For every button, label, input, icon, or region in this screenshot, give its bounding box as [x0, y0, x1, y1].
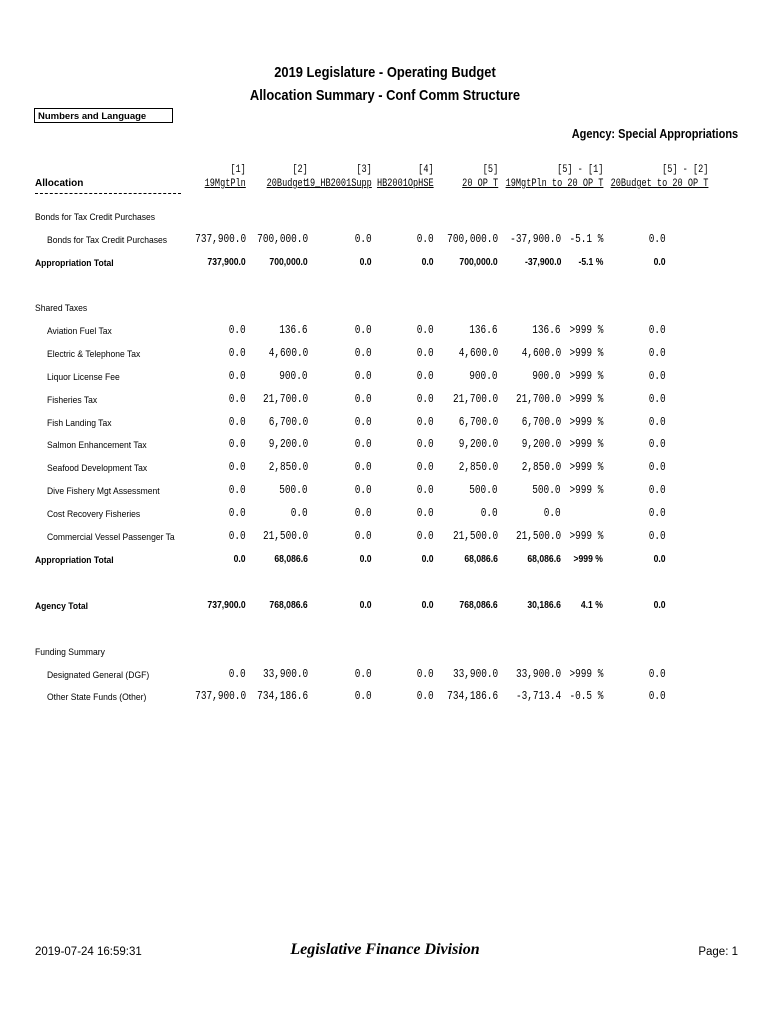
row-label: Seafood Development Tax	[47, 463, 148, 474]
cell-value: 900.0	[279, 370, 308, 383]
cell-value: 0.0	[649, 438, 666, 451]
cell-value: 6,700.0	[268, 416, 308, 429]
cell-value: 0.0	[649, 461, 666, 474]
cell-value: 0.0	[422, 553, 434, 565]
cell-value: 0.0	[360, 599, 372, 611]
cell-value: 0.0	[355, 347, 372, 360]
row-label: Salmon Enhancement Tax	[47, 440, 147, 451]
cell-value: 0.0	[649, 484, 666, 497]
cell-value: 0.0	[649, 507, 666, 520]
cell-value: 0.0	[417, 484, 434, 497]
cell-value: 21,700.0	[452, 393, 498, 406]
cell-value: >999 %	[569, 416, 603, 429]
column-header-index: [2]	[292, 164, 308, 176]
cell-value: 0.0	[481, 507, 498, 520]
cell-value: 21,500.0	[515, 530, 561, 543]
cell-value: 700,000.0	[447, 233, 498, 246]
section-label: Funding Summary	[35, 647, 105, 658]
cell-value: 0.0	[360, 256, 372, 268]
section-label: Shared Taxes	[35, 303, 88, 314]
cell-value: 0.0	[355, 530, 372, 543]
cell-value: 500.0	[532, 484, 561, 497]
column-header-label: 19_HB2001Supp	[305, 178, 372, 190]
cell-value: 0.0	[654, 599, 666, 611]
cell-value: 0.0	[417, 347, 434, 360]
column-header-index: [4]	[418, 164, 434, 176]
total-label: Appropriation Total	[35, 258, 114, 269]
cell-value: 0.0	[229, 324, 246, 337]
cell-value: 0.0	[417, 438, 434, 451]
cell-value: -0.5 %	[569, 690, 603, 703]
cell-value: 0.0	[229, 438, 246, 451]
column-header-1	[205, 163, 246, 191]
row-label: Liquor License Fee	[47, 372, 120, 383]
cell-value: 0.0	[422, 256, 434, 268]
cell-value: 900.0	[469, 370, 498, 383]
column-header-index: [5] - [2]	[661, 164, 708, 176]
agency-label: Agency: Special Appropriations	[571, 127, 738, 141]
cell-value: 0.0	[355, 484, 372, 497]
cell-value: 737,900.0	[195, 233, 246, 246]
column-header-label: HB2001OpHSE	[377, 178, 434, 190]
cell-value: >999 %	[569, 484, 603, 497]
total-label: Agency Total	[35, 601, 89, 612]
cell-value: 33,900.0	[515, 668, 561, 681]
cell-value: 700,000.0	[459, 256, 498, 268]
cell-value: 0.0	[649, 233, 666, 246]
cell-value: 0.0	[654, 553, 666, 565]
cell-value: 2,850.0	[268, 461, 308, 474]
total-label: Appropriation Total	[35, 555, 114, 566]
column-header-4	[377, 163, 434, 191]
cell-value: >999 %	[569, 347, 603, 360]
column-header-label: 19MgtPln to 20 OP T	[505, 178, 603, 190]
cell-value: >999 %	[569, 324, 603, 337]
row-label: Fish Landing Tax	[47, 418, 112, 429]
cell-value: 0.0	[355, 233, 372, 246]
cell-value: 768,086.6	[269, 599, 308, 611]
cell-value: 0.0	[355, 370, 372, 383]
column-header-6	[505, 163, 603, 191]
cell-value: 0.0	[229, 370, 246, 383]
cell-value: 30,186.6	[527, 599, 561, 611]
numbers-language-box: Numbers and Language	[34, 108, 173, 123]
cell-value: 0.0	[417, 668, 434, 681]
cell-value: 4,600.0	[458, 347, 498, 360]
cell-value: 0.0	[417, 370, 434, 383]
cell-value: 500.0	[279, 484, 308, 497]
cell-value: -5.1 %	[569, 233, 603, 246]
cell-value: 0.0	[649, 370, 666, 383]
cell-value: 0.0	[355, 690, 372, 703]
cell-value: 0.0	[355, 668, 372, 681]
cell-value: 0.0	[417, 507, 434, 520]
cell-value: 21,700.0	[262, 393, 308, 406]
row-label: Cost Recovery Fisheries	[47, 509, 141, 520]
footer-division: Legislative Finance Division	[290, 941, 480, 958]
cell-value: 737,900.0	[195, 690, 246, 703]
footer-timestamp: 2019-07-24 16:59:31	[35, 946, 142, 958]
cell-value: 0.0	[417, 233, 434, 246]
cell-value: 0.0	[229, 484, 246, 497]
allocation-header: Allocation	[35, 178, 84, 189]
cell-value: >999 %	[569, 668, 603, 681]
cell-value: 0.0	[355, 507, 372, 520]
cell-value: 734,186.6	[447, 690, 498, 703]
cell-value: 500.0	[469, 484, 498, 497]
cell-value: 0.0	[417, 530, 434, 543]
cell-value: 737,900.0	[207, 256, 246, 268]
cell-value: 2,850.0	[458, 461, 498, 474]
cell-value: 0.0	[422, 599, 434, 611]
cell-value: 21,700.0	[515, 393, 561, 406]
cell-value: 0.0	[649, 347, 666, 360]
cell-value: 0.0	[654, 256, 666, 268]
cell-value: 768,086.6	[459, 599, 498, 611]
cell-value: 0.0	[649, 668, 666, 681]
cell-value: 0.0	[229, 416, 246, 429]
cell-value: 700,000.0	[257, 233, 308, 246]
cell-value: 136.6	[279, 324, 308, 337]
cell-value: -5.1 %	[578, 256, 603, 268]
cell-value: 0.0	[355, 324, 372, 337]
cell-value: 0.0	[355, 416, 372, 429]
cell-value: 0.0	[649, 393, 666, 406]
row-label: Other State Funds (Other)	[47, 692, 147, 703]
cell-value: 0.0	[355, 393, 372, 406]
cell-value: 2,850.0	[521, 461, 561, 474]
cell-value: 0.0	[544, 507, 561, 520]
cell-value: >999 %	[573, 553, 603, 565]
cell-value: 0.0	[649, 690, 666, 703]
cell-value: 9,200.0	[268, 438, 308, 451]
cell-value: 737,900.0	[207, 599, 246, 611]
column-header-index: [5]	[482, 164, 498, 176]
row-label: Bonds for Tax Credit Purchases	[47, 235, 168, 246]
cell-value: >999 %	[569, 461, 603, 474]
cell-value: 0.0	[355, 461, 372, 474]
cell-value: 0.0	[229, 507, 246, 520]
section-label: Bonds for Tax Credit Purchases	[35, 212, 156, 223]
cell-value: 6,700.0	[521, 416, 561, 429]
cell-value: 0.0	[229, 668, 246, 681]
report-title: 2019 Legislature - Operating Budget	[274, 64, 496, 81]
cell-value: 4.1 %	[580, 599, 603, 611]
cell-value: 0.0	[417, 690, 434, 703]
row-label: Commercial Vessel Passenger Ta	[47, 532, 175, 543]
row-label: Designated General (DGF)	[47, 670, 150, 681]
column-header-2	[267, 163, 308, 191]
row-label: Aviation Fuel Tax	[47, 326, 112, 337]
cell-value: 0.0	[229, 347, 246, 360]
cell-value: 700,000.0	[269, 256, 308, 268]
cell-value: 33,900.0	[452, 668, 498, 681]
column-header-label: 20Budget to 20 OP T	[610, 178, 708, 190]
cell-value: 4,600.0	[521, 347, 561, 360]
column-header-label: 20 OP T	[461, 178, 498, 190]
cell-value: 734,186.6	[257, 690, 308, 703]
cell-value: 0.0	[291, 507, 308, 520]
cell-value: 0.0	[417, 393, 434, 406]
cell-value: 0.0	[229, 530, 246, 543]
cell-value: >999 %	[569, 370, 603, 383]
column-header-label: 20Budget	[266, 178, 308, 190]
row-label: Fisheries Tax	[47, 395, 98, 406]
column-header-index: [1]	[230, 164, 246, 176]
cell-value: 900.0	[532, 370, 561, 383]
cell-value: 9,200.0	[521, 438, 561, 451]
column-header-7	[610, 163, 708, 191]
cell-value: 0.0	[417, 461, 434, 474]
report-subtitle: Allocation Summary - Conf Comm Structure	[249, 87, 521, 104]
cell-value: 68,086.6	[527, 553, 561, 565]
cell-value: 4,600.0	[268, 347, 308, 360]
cell-value: 68,086.6	[464, 553, 498, 565]
column-header-label: 19MgtPln	[204, 178, 246, 190]
cell-value: -37,900.0	[524, 256, 561, 268]
cell-value: 136.6	[532, 324, 561, 337]
allocation-underline	[35, 193, 181, 194]
cell-value: >999 %	[569, 393, 603, 406]
column-header-3	[305, 163, 372, 191]
column-header-5	[462, 163, 498, 191]
cell-value: 0.0	[355, 438, 372, 451]
footer-page: Page: 1	[698, 946, 738, 958]
cell-value: 0.0	[234, 553, 246, 565]
cell-value: >999 %	[569, 438, 603, 451]
cell-value: 0.0	[229, 461, 246, 474]
cell-value: -37,900.0	[510, 233, 561, 246]
cell-value: 136.6	[469, 324, 498, 337]
cell-value: 0.0	[417, 416, 434, 429]
cell-value: 0.0	[649, 416, 666, 429]
cell-value: 9,200.0	[458, 438, 498, 451]
cell-value: >999 %	[569, 530, 603, 543]
row-label: Electric & Telephone Tax	[47, 349, 141, 360]
cell-value: -3,713.4	[515, 690, 561, 703]
row-label: Dive Fishery Mgt Assessment	[47, 486, 160, 497]
cell-value: 6,700.0	[458, 416, 498, 429]
cell-value: 0.0	[649, 324, 666, 337]
cell-value: 21,500.0	[452, 530, 498, 543]
cell-value: 0.0	[417, 324, 434, 337]
column-header-index: [5] - [1]	[556, 164, 603, 176]
cell-value: 33,900.0	[262, 668, 308, 681]
cell-value: 0.0	[229, 393, 246, 406]
column-header-index: [3]	[356, 164, 372, 176]
cell-value: 0.0	[649, 530, 666, 543]
cell-value: 68,086.6	[274, 553, 308, 565]
cell-value: 21,500.0	[262, 530, 308, 543]
cell-value: 0.0	[360, 553, 372, 565]
